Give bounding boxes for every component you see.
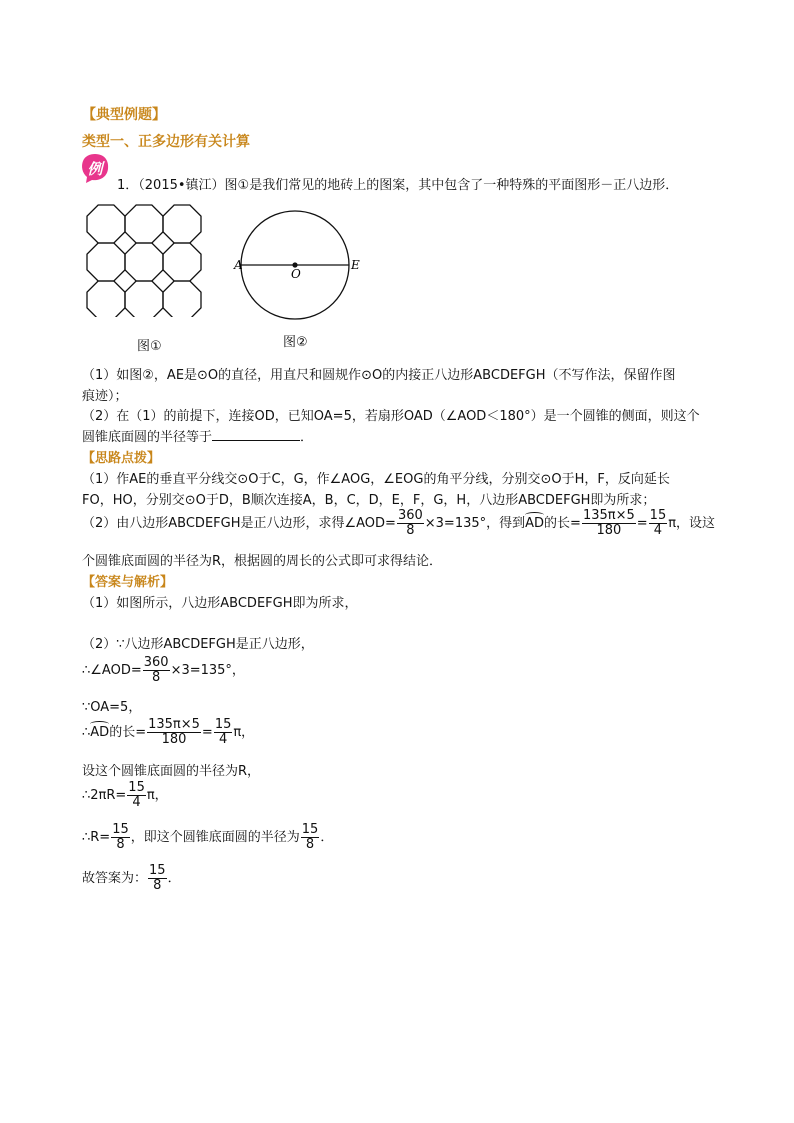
octagon-tile — [163, 205, 201, 243]
hint-label: 【思路点拨】 — [82, 451, 161, 466]
example-badge-text: 例 — [87, 160, 103, 178]
circle-figure — [230, 205, 365, 325]
question1-line2: 痕迹）； — [82, 389, 128, 404]
hint-line1: （1）作AE的垂直平分线交⊙O于C，G，作∠AOG，∠EOG的角平分线，分别交⊙O于H，F，反向延长 — [82, 472, 670, 487]
problem-number: 1 — [117, 178, 126, 193]
octagon-tile — [125, 243, 163, 281]
fraction-15-8: $\frac{15}{8}$ — [149, 863, 166, 893]
fraction-15-8: $\frac{15}{8}$ — [112, 822, 129, 852]
fraction-360-8: $\frac{360}{8}$ — [143, 655, 169, 685]
arc-ad: AD — [90, 725, 110, 740]
fraction-360-8: $\frac{360}{8}$ — [397, 508, 423, 538]
octagon-tile — [125, 281, 163, 317]
type-title: 类型一、正多边形有关计算 — [82, 134, 250, 150]
figure2-caption: 图② — [283, 335, 308, 350]
answer-step4: ∵OA=5， — [82, 700, 142, 715]
hint-line3: （2）由八边形ABCDEFGH是正八边形，求得∠AOD= $\frac{360}{8}$ ×3=135°，得到AD的长= $\frac{135\pi\times 5}{180}$ = $\frac{15}{4}$ π，设这 — [82, 508, 716, 538]
figure1-caption: 图① — [137, 339, 162, 354]
fraction-15-4: $\frac{15}{4}$ — [128, 780, 145, 810]
label-a: A — [234, 258, 243, 272]
hint-line2: FO，HO，分别交⊙O于D，B顺次连接A，B，C，D，E，F，G，H，八边形ABCDEFGH即为所求； — [82, 493, 656, 508]
fraction-15-4: $\frac{15}{4}$ — [214, 717, 232, 747]
answer-label: 【答案与解析】 — [82, 575, 174, 590]
answer-step6: 设这个圆锥底面圆的半径为R， — [82, 764, 261, 779]
problem-statement — [117, 174, 678, 193]
octagon-tile — [87, 281, 125, 317]
question1-line1: （1）如图②，AE是⊙O的直径，用直尺和圆规作⊙O的内接正八边形ABCDEFGH（不写作法，保留作图 — [82, 368, 676, 383]
arc-ad: AD — [525, 516, 545, 531]
label-o: O — [291, 267, 301, 281]
question2-line2: 圆锥底面圆的半径等于 ． — [82, 430, 314, 445]
question2-line1: （2）在（1）的前提下，连接OD，已知OA=5，若扇形OAD（∠AOD＜180°）是一个圆锥的侧面，则这个 — [82, 409, 700, 424]
octagon-tile — [87, 205, 125, 243]
answer-step2: （2）∵八边形ABCDEFGH是正八边形， — [82, 637, 314, 652]
example-badge-icon — [80, 152, 110, 184]
label-e: E — [351, 258, 360, 272]
fraction-135pi5-180: $\frac{135\pi\times 5}{180}$ — [582, 508, 635, 538]
answer-step8: ∴R= $\frac{15}{8}$ ，即这个圆锥底面圆的半径为 $\frac{15}{8}$ ． — [82, 822, 334, 852]
problem-text: ．（2015•镇江）图①是我们常见的地砖上的图案，其中包含了一种特殊的平面图形－正八边形． — [125, 178, 679, 193]
octagon-tile — [163, 243, 201, 281]
answer-step7: ∴2πR= $\frac{15}{4}$ π， — [82, 780, 168, 810]
fraction-135pi5-180: $\frac{135\pi\times 5}{180}$ — [148, 717, 200, 747]
answer-blank — [212, 428, 300, 441]
answer-step3: ∴∠AOD= $\frac{360}{8}$ ×3=135°， — [82, 655, 245, 685]
fraction-15-4: $\frac{15}{4}$ — [649, 508, 667, 538]
octagon-tile-figure — [84, 203, 206, 317]
section-label: 【典型例题】 — [82, 107, 166, 123]
answer-step5: ∴AD的长= $\frac{135\pi\times 5}{180}$ = $\frac{15}{4}$ π， — [82, 717, 255, 747]
octagon-tile — [163, 281, 201, 317]
fraction-15-8: $\frac{15}{8}$ — [301, 822, 319, 852]
octagon-tile — [87, 243, 125, 281]
octagon-tile — [125, 205, 163, 243]
hint-line4: 个圆锥底面圆的半径为R，根据圆的周长的公式即可求得结论． — [82, 554, 443, 569]
final-answer: 故答案为： $\frac{15}{8}$ ． — [82, 863, 181, 893]
answer-step1: （1）如图所示，八边形ABCDEFGH即为所求， — [82, 596, 358, 611]
